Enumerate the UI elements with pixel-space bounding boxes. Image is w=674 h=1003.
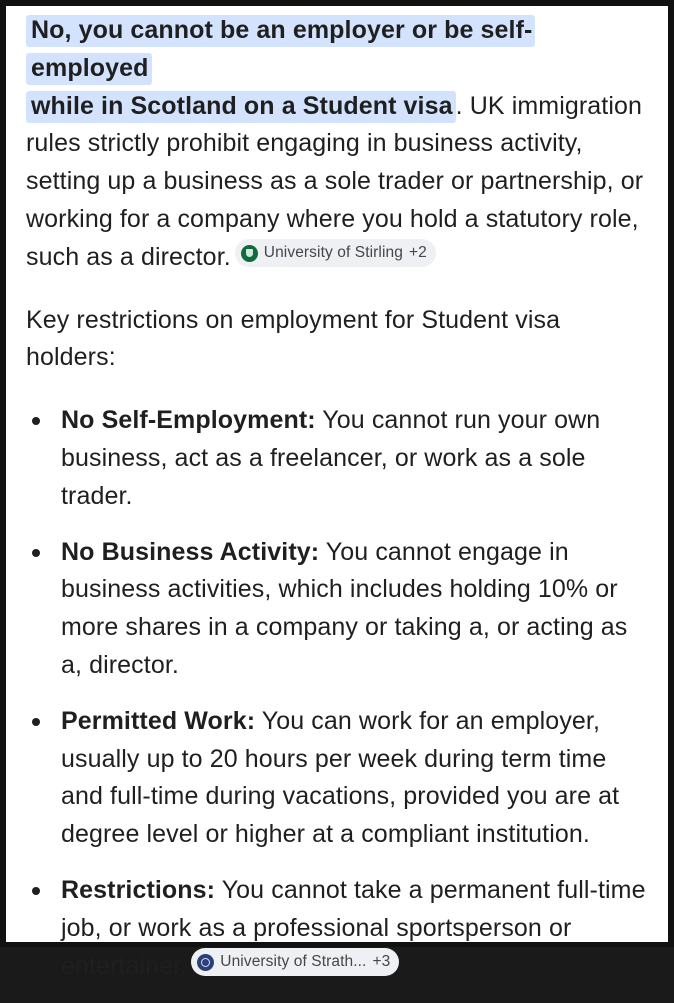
lead-paragraph: Key restrictions on employment for Student visa holders: (26, 305, 561, 372)
university-crest-icon (241, 245, 258, 262)
answer-content (26, 12, 646, 1003)
restrictions-list (26, 402, 646, 985)
bullet-icon (32, 887, 40, 895)
source-chip-stirling[interactable] (235, 239, 436, 267)
list-item (26, 703, 646, 854)
list-item (26, 872, 646, 985)
university-crest-icon (197, 954, 214, 971)
list-item-text: You cannot take a permanent full-time job, or work as a professional sportsperson or entertainer. (61, 875, 646, 980)
bullet-icon (32, 718, 40, 726)
list-item-text: You cannot engage in business activities, which includes holding 10% or more shares in a company or taking a, or acting as a, director. (61, 537, 628, 679)
source-chip-more-count: +3 (372, 953, 391, 971)
list-item (26, 534, 646, 685)
bullet-icon (32, 549, 40, 557)
list-item-term: Restrictions: (61, 875, 216, 904)
bullet-icon (32, 417, 40, 425)
intro-text: . UK immigration rules strictly prohibit engaging in business activity, setting up a business as a sole trader or partnership, or working for a company where you hold a statutory role, such as a director. (26, 91, 644, 271)
source-chip-label: University of Stirling (263, 244, 403, 262)
highlighted-answer-line-2: while in Scotland on a Student visa (31, 91, 453, 120)
highlighted-answer-line-1: No, you cannot be an employer or be self-employed (31, 16, 533, 82)
list-item-text: You cannot run your own business, act as a freelancer, or work as a sole trader. (61, 406, 601, 510)
source-chip-label: University of Strath... (220, 953, 367, 971)
source-chip-more-count: +2 (408, 244, 427, 262)
list-item-term: Permitted Work: (61, 706, 256, 735)
list-item-term: No Business Activity: (61, 537, 320, 566)
source-chip-strathclyde[interactable] (191, 948, 399, 976)
list-item (26, 402, 646, 515)
list-item-term: No Self-Employment: (61, 406, 316, 435)
list-item-text: You can work for an employer, usually up to 20 hours per week during term time and full-time during vacations, provided you are at degree level or higher at a compliant institution. (61, 706, 620, 849)
intro-paragraph (26, 12, 646, 277)
